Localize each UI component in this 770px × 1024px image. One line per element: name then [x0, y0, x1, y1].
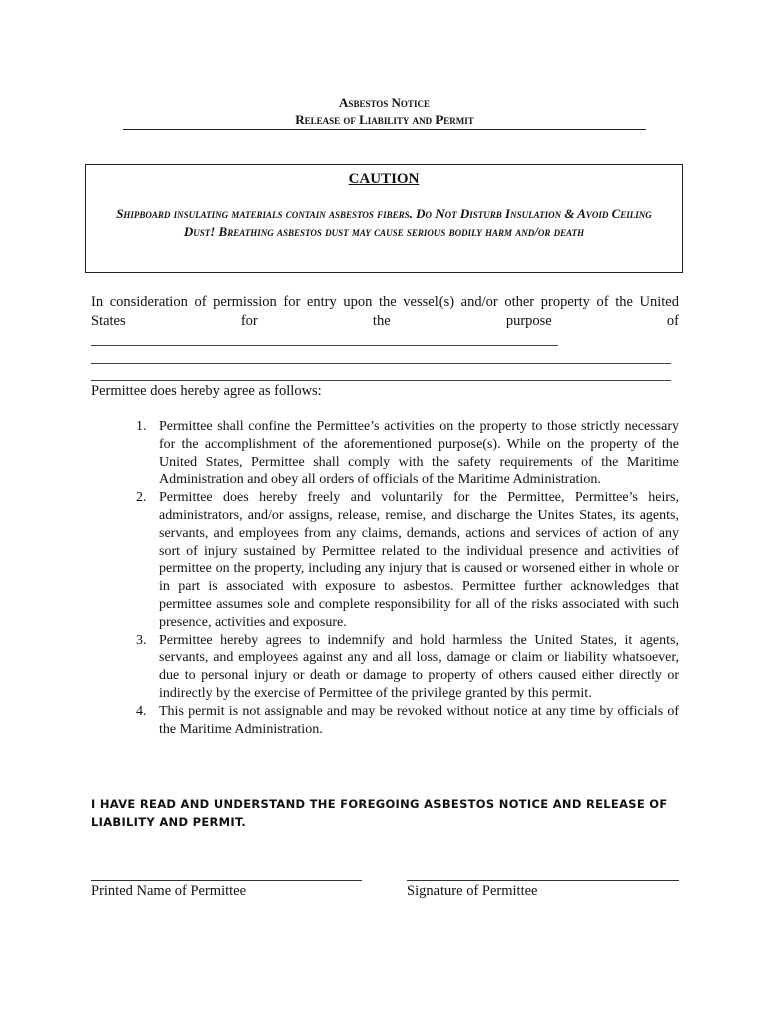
term-number: 3.	[136, 632, 147, 648]
caution-heading: CAUTION	[348, 171, 420, 187]
acknowledgement-statement: I HAVE READ AND UNDERSTAND THE FOREGOING ASBESTOS NOTICE AND RELEASE OF LIABILITY AND PERMIT.	[91, 797, 668, 829]
consideration-line-1: In consideration of permission for entry upon the vessel(s) and/or other property of the United	[91, 294, 679, 310]
terms-list	[130, 418, 679, 738]
purpose-blank-line-3	[91, 380, 671, 381]
purpose-blank-line-1	[91, 345, 558, 346]
printed-name-line[interactable]	[91, 880, 362, 881]
caution-box	[85, 164, 683, 273]
printed-name-label: Printed Name of Permittee	[91, 883, 247, 899]
purpose-blank-line-2	[91, 363, 671, 364]
list-item	[130, 418, 679, 489]
term-number: 2.	[136, 490, 147, 506]
term-text: This permit is not assignable and may be revoked without notice at any time by officials of the Maritime Administration.	[159, 703, 679, 737]
signature-line[interactable]	[407, 880, 679, 881]
term-number: 1.	[136, 419, 147, 434]
list-item	[130, 632, 679, 703]
signature-label: Signature of Permittee	[407, 883, 538, 899]
list-item	[130, 489, 679, 631]
document-subtitle: Release of Liability and Permit	[295, 112, 474, 127]
agreement-intro: Permittee does hereby agree as follows:	[91, 383, 322, 399]
term-number: 4.	[136, 703, 147, 719]
list-item	[130, 703, 679, 739]
consideration-line-2: States for the purpose of	[91, 313, 679, 329]
term-text: Permittee does hereby freely and voluntarily for the Permittee, Permittee’s heirs, administrators, and/or assigns, release, remise, and discharge the Unites States, its agents, servants, and employees from any claims, demands, actions and services of action of any sort of injury sustained by Permittee related to the individual presence and activities of permittee on the property, including any injury that is caused or worsened either in whole or in part is associated with exposure to asbestos. Permittee further acknowledges that permittee assumes sole and complete responsibility for all of the risks associated with such presence, activities and exposure.	[159, 490, 679, 630]
caution-warning-text: Shipboard insulating materials contain asbestos fibers. Do Not Disturb Insulation & Avoid Ceiling Dust! Breathing asbestos dust may cause serious bodily harm and/or death	[116, 206, 652, 239]
document-title: Asbestos Notice	[339, 95, 430, 110]
title-underline	[123, 129, 646, 130]
term-text: Permittee hereby agrees to indemnify and hold harmless the United States, it agents, servants, and employees against any and all loss, damage or claim or liability whatsoever, due to personal injury or death or damage to property of others caused either directly or indirectly by the exercise of Permittee of the privilege granted by this permit.	[159, 632, 679, 701]
term-text: Permittee shall confine the Permittee’s activities on the property to those strictly necessary for the accomplishment of the aforementioned purpose(s). While on the property of the United States, Permittee shall comply with the safety requirements of the Maritime Administration and obey all orders of officials of the Maritime Administration.	[159, 419, 679, 488]
